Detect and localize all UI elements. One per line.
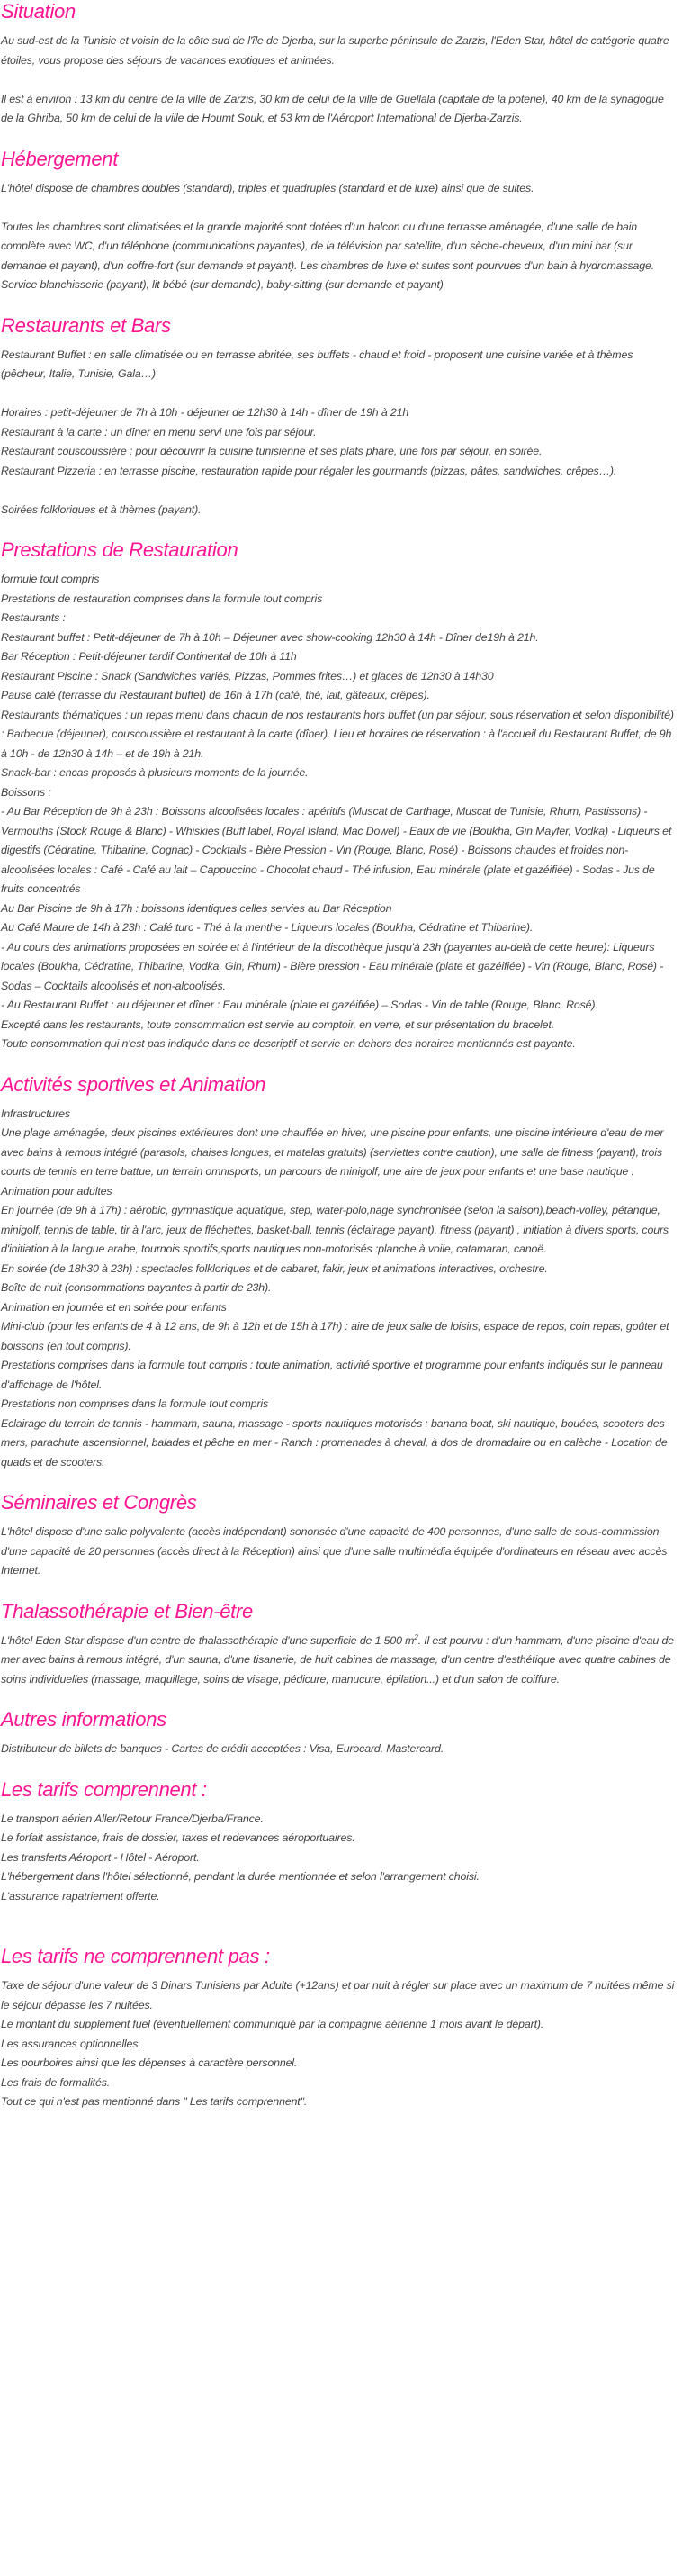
thalasso-text-before: L'hôtel Eden Star dispose d'un centre de thalassothérapie d'une superficie de 1 500 m xyxy=(1,1633,415,1647)
section-title-seminaires: Séminaires et Congrès xyxy=(1,1491,197,1514)
restaurants-paragraph-3: Soirées folkloriques et à thèmes (payant). xyxy=(1,502,202,516)
activites-line: Animation en journée et en soirée pour enfants xyxy=(1,1300,227,1314)
section-situation xyxy=(1,0,675,129)
prestations-line: - Au cours des animations proposées en soirée et à l'intérieur de la discothèque jusqu'à 23h (payantes au-delà de cette heure): Liqueurs locales (Boukha, Cédratine, Thibarine, Vodka, Gin, Rhum) - Bière pression - Eau minérale (plate et gazéifiée) - Vin (Rouge, Blanc, Rosé) - Sodas – Cocktails alcoolisés et non-alcoolisés. xyxy=(1,940,664,992)
prestations-line: Restaurants thématiques : un repas menu dans chacun de nos restaurants hors buffet (un par séjour, sous réservation et selon disponibilité) : Barbecue (déjeuner), couscoussière et restaurant à la carte (dîner). Lieu et horaires de réservation : à l'accueil du Restaurant Buffet, de 9h à 10h - de 12h30 à 14h – et de 19h à 21h. xyxy=(1,708,674,760)
prestations-line: Restaurant buffet : Petit-déjeuner de 7h à 10h – Déjeuner avec show-cooking 12h30 à 14h - Dîner de19h à 21h. xyxy=(1,630,539,644)
tarifs-comprennent-list xyxy=(1,1810,675,1907)
section-title-autres: Autres informations xyxy=(1,1708,166,1731)
restaurants-line: Horaires : petit-déjeuner de 7h à 10h - déjeuner de 12h30 à 14h - dîner de 19h à 21h xyxy=(1,406,409,419)
activites-line: Eclairage du terrain de tennis - hammam, sauna, massage - sports nautiques motorisés : banana boat, ski nautique, bouées, scooters des mers, parachute ascensionnel, balades et pêche en mer - Ranch : promenades à cheval, à dos de dromadaire ou en calèche - Location de quads et de scooters. xyxy=(1,1416,668,1469)
prestations-line: Excepté dans les restaurants, toute consommation est servie au comptoir, en verre, et sur présentation du bracelet. xyxy=(1,1017,555,1031)
section-autres xyxy=(1,1708,675,1759)
prestations-line: - Au Bar Réception de 9h à 23h : Boissons alcoolisées locales : apéritifs (Muscat de Carthage, Muscat de Tunisie, Rhum, Pastissons) - Vermouths (Stock Rouge & Blanc) - Whiskies (Buff label, Royal Island, Mac Dowel) - Eaux de vie (Boukha, Gin Mayfer, Vodka) - Liqueurs et digestifs (Cédratine, Thibarine, Cognac) - Cocktails - Bière Pression - Vin (Rouge, Blanc, Rosé) - Boissons chaudes et froides non-alcoolisées locales : Café - Café au lait – Cappuccino - Chocolat chaud - Thé infusion, Eau minérale (plate et gazéifiée) - Sodas - Jus de fruits concentrés xyxy=(1,805,672,895)
hebergement-paragraph-2: Toutes les chambres sont climatisées et la grande majorité sont dotées d'un balcon ou d'une terrasse aménagée, d'une salle de bain complète avec WC, d'un téléphone (communications payantes), de la télévision par satellite, d'un sèche-cheveux, d'un mini bar (sur demande et payant), d'un coffre-fort (sur demande et payant). Les chambres de luxe et suites sont pourvues d'un bain à hydromassage. Service blanchisserie (payant), lit bébé (sur demande), baby-sitting (sur demande et payant) xyxy=(1,220,655,291)
situation-paragraph-2: Il est à environ : 13 km du centre de la ville de Zarzis, 30 km de celui de la ville de Guellala (capitale de la poterie), 40 km de la synagogue de la Ghriba, 50 km de celui de la ville de Houmt Souk, et 53 km de l'Aéroport International de Djerba-Zarzis. xyxy=(1,92,664,124)
activites-list xyxy=(1,1105,675,1473)
section-title-thalasso: Thalassothérapie et Bien-être xyxy=(1,1599,253,1622)
prestations-line: Snack-bar : encas proposés à plusieurs moments de la journée. xyxy=(1,766,309,779)
activites-line: Prestations non comprises dans la formule tout compris xyxy=(1,1397,268,1410)
activites-line: Infrastructures xyxy=(1,1107,70,1120)
activites-line: Prestations comprises dans la formule tout compris : toute animation, activité sportive et programme pour enfants indiqués sur le panneau d'affichage de l'hôtel. xyxy=(1,1359,663,1391)
section-title-prestations: Prestations de Restauration xyxy=(1,538,238,561)
seminaires-paragraph-1: L'hôtel dispose d'une salle polyvalente (accès indépendant) sonorisée d'une capacité de 400 personnes, d'une salle de sous-commission d'une capacité de 20 personnes (accès direct à la Réception) ainsi que d'une salle multimédia équipée d'ordinateurs en réseau avec accès Internet. xyxy=(1,1525,668,1577)
tarifs-non-comprennent-list xyxy=(1,1976,675,2112)
tarifs-non-comprennent-line: Les assurances optionnelles. xyxy=(1,2037,141,2050)
prestations-line: Toute consommation qui n'est pas indiquée dans ce descriptif et servie en dehors des horaires mentionnés est payante. xyxy=(1,1037,576,1050)
section-seminaires xyxy=(1,1491,675,1581)
section-restaurants xyxy=(1,314,675,520)
activites-line: Une plage aménagée, deux piscines extérieures dont une chauffée en hiver, une piscine pour enfants, une piscine intérieure d'eau de mer avec bains à remous intégré (parasols, chaises longues, et matelas gratuits) (serviettes contre caution), une salle de fitness (payant), trois courts de tennis en terre battue, un terrain omnisports, un parcours de minigolf, une aire de jeux pour enfants et une base nautique . xyxy=(1,1126,664,1178)
tarifs-non-comprennent-line: Les frais de formalités. xyxy=(1,2075,111,2089)
tarifs-comprennent-line: L'hébergement dans l'hôtel sélectionné, pendant la durée mentionnée et selon l'arrangement choisi. xyxy=(1,1870,480,1883)
thalasso-text-after: . Il est pourvu : d'un hammam, d'une piscine d'eau de mer avec bains à remous intégré, d'un sauna, d'une tisanerie, de huit cabines de massage, d'un centre d'esthétique avec quatre cabines de soins individuelles (massage, maquillage, soins de visage, pédicure, manucure, épilation...) et d'un salon de coiffure. xyxy=(1,1633,674,1686)
activites-line: Mini-club (pour les enfants de 4 à 12 ans, de 9h à 12h et de 15h à 17h) : aire de jeux salle de loisirs, espace de repos, coin repas, goûter et boissons (en tout compris). xyxy=(1,1320,669,1352)
prestations-line: Restaurant Piscine : Snack (Sandwiches variés, Pizzas, Pommes frites…) et glaces de 12h30 à 14h30 xyxy=(1,669,494,682)
prestations-line: Au Café Maure de 14h à 23h : Café turc - Thé à la menthe - Liqueurs locales (Boukha, Cédratine et Thibarine). xyxy=(1,921,534,934)
prestations-line: - Au Restaurant Buffet : au déjeuner et dîner : Eau minérale (plate et gazéifiée) – Sodas - Vin de table (Rouge, Blanc, Rosé). xyxy=(1,999,598,1011)
restaurants-line: Restaurant couscoussière : pour découvrir la cuisine tunisienne et ses plats phare, une fois par séjour, en soirée. xyxy=(1,445,543,457)
tarifs-non-comprennent-line: Tout ce qui n'est pas mentionné dans " Les tarifs comprennent". xyxy=(1,2095,308,2108)
section-title-situation: Situation xyxy=(1,0,76,23)
prestations-line: formule tout compris xyxy=(1,573,100,585)
tarifs-comprennent-line: Les transferts Aéroport - Hôtel - Aéroport. xyxy=(1,1850,200,1864)
activites-line: En soirée (de 18h30 à 23h) : spectacles folkloriques et de cabaret, fakir, jeux et animations interactives, orchestre. xyxy=(1,1261,548,1275)
section-prestations xyxy=(1,538,675,1054)
situation-paragraph-1: Au sud-est de la Tunisie et voisin de la côte sud de l'île de Djerba, sur la superbe péninsule de Zarzis, l'Eden Star, hôtel de catégorie quatre étoiles, vous propose des séjours de vacances exotiques et animées. xyxy=(1,34,669,67)
restaurants-line: Restaurant Pizzeria : en terrasse piscine, restauration rapide pour régaler les gourmands (pizzas, pâtes, sandwiches, crêpes…). xyxy=(1,464,617,477)
autres-paragraph-1: Distributeur de billets de banques - Cartes de crédit acceptées : Visa, Eurocard, Mastercard. xyxy=(1,1742,444,1755)
section-title-tarifs-comprennent: Les tarifs comprennent : xyxy=(1,1777,207,1801)
activites-line: Animation pour adultes xyxy=(1,1184,112,1198)
thalasso-paragraph-1 xyxy=(1,1631,675,1690)
section-hebergement xyxy=(1,148,675,295)
hebergement-paragraph-1: L'hôtel dispose de chambres doubles (standard), triples et quadruples (standard et de luxe) ainsi que de suites. xyxy=(1,181,534,194)
section-tarifs-comprennent xyxy=(1,1778,675,1907)
prestations-line: Boissons : xyxy=(1,785,51,799)
activites-line: En journée (de 9h à 17h) : aérobic, gymnastique aquatique, step, water-polo,nage synchronisée (selon la saison),beach-volley, pétanque, minigolf, tennis de table, tir à l'arc, jeux de fléchettes, basket-ball, tennis (éclairage payant), fitness (payant) , initiation à divers sports, cours d'initiation à la langue arabe, tournois sportifs,sports nautiques non-motorisés :planche à voile, catamaran, canoë. xyxy=(1,1204,669,1255)
section-title-activites: Activités sportives et Animation xyxy=(1,1072,266,1096)
prestations-line: Bar Réception : Petit-déjeuner tardif Continental de 10h à 11h xyxy=(1,650,297,663)
tarifs-comprennent-line: L'assurance rapatriement offerte. xyxy=(1,1889,160,1903)
section-title-tarifs-non-comprennent: Les tarifs ne comprennent pas : xyxy=(1,1945,270,1967)
tarifs-comprennent-line: Le transport aérien Aller/Retour France/Djerba/France. xyxy=(1,1812,264,1825)
section-title-restaurants: Restaurants et Bars xyxy=(1,313,171,337)
tarifs-comprennent-line: Le forfait assistance, frais de dossier, taxes et redevances aéroportuaires. xyxy=(1,1831,355,1844)
tarifs-non-comprennent-line: Les pourboires ainsi que les dépenses à caractère personnel. xyxy=(1,2056,298,2069)
section-tarifs-non-comprennent xyxy=(1,1945,675,2112)
thalasso-superscript: 2 xyxy=(414,1632,418,1641)
prestations-line: Pause café (terrasse du Restaurant buffet) de 16h à 17h (café, thé, lait, gâteaux, crêpes). xyxy=(1,689,430,701)
prestations-line: Au Bar Piscine de 9h à 17h : boissons identiques celles servies au Bar Réception xyxy=(1,901,392,915)
activites-line: Boîte de nuit (consommations payantes à partir de 23h). xyxy=(1,1281,272,1294)
section-title-hebergement: Hébergement xyxy=(1,147,118,170)
prestations-list xyxy=(1,570,675,1054)
restaurants-list xyxy=(1,403,675,481)
restaurants-line: Restaurant à la carte : un dîner en menu servi une fois par séjour. xyxy=(1,425,317,438)
tarifs-non-comprennent-line: Taxe de séjour d'une valeur de 3 Dinars Tunisiens par Adulte (+12ans) et par nuit à régler sur place avec un maximum de 7 nuitées même si le séjour dépasse les 7 nuitées. xyxy=(1,1979,675,2011)
tarifs-non-comprennent-line: Le montant du supplément fuel (éventuellement communiqué par la compagnie aérienne 1 mois avant le départ). xyxy=(1,2018,544,2030)
prestations-line: Prestations de restauration comprises dans la formule tout compris xyxy=(1,592,323,605)
section-activites xyxy=(1,1073,675,1473)
prestations-line: Restaurants : xyxy=(1,611,66,624)
restaurants-paragraph-1: Restaurant Buffet : en salle climatisée ou en terrasse abritée, ses buffets - chaud et froid - proposent une cuisine variée et à thèmes (pêcheur, Italie, Tunisie, Gala…) xyxy=(1,348,633,380)
section-thalasso xyxy=(1,1600,675,1690)
